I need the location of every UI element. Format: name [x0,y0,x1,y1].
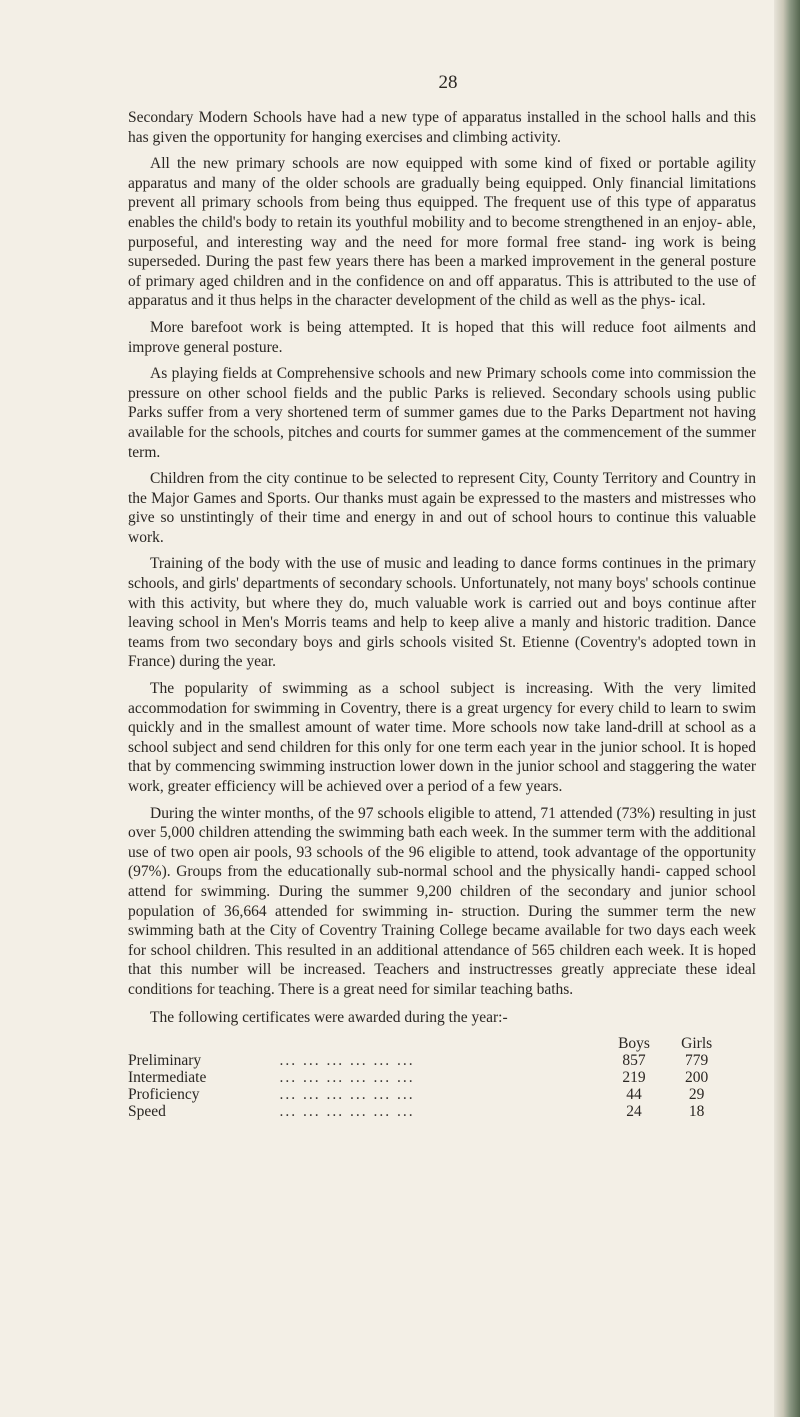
certificates-intro: The following certificates were awarded during the year:- [150,1008,508,1026]
paragraph-playing-fields: As playing fields at Comprehensive schools and new Primary schools come into commission the pressure on other school fields and the public Parks is relieved. Secondary schools using public Parks suffer from a very shortened term of summer games due to the Parks Department not having available for the schools, pitches and courts for summer games at the commencement of the summer term. [128,365,756,461]
leader-dots: ... ... ... ... ... ... [279,1069,415,1087]
certificate-label: Preliminary [128,1052,202,1070]
certificate-row-proficiency [128,1086,728,1103]
girls-count: 29 [688,1086,705,1104]
column-header-boys: Boys [618,1035,650,1053]
paragraph-apparatus-secondary: Secondary Modern Schools have had a new type of apparatus installed in the school halls and this has given the opportunity for hanging exercises and climbing activity. [128,109,756,146]
girls-count: 18 [688,1103,705,1121]
scan-edge-shadow [774,0,800,1417]
leader-dots: ... ... ... ... ... ... [279,1052,415,1070]
boys-count: 219 [622,1069,646,1087]
paragraph-swimming-popularity: The popularity of swimming as a school subject is increasing. With the very limited accommodation for swimming in Coventry, there is a great urgency for every child to learn to swim quickly and in the smallest amount of water time. More schools now take land-drill at school as a school subject and send children for this only for one term each year in the junior school. It is hoped that by commencing swimming instruction lower down in the junior school and staggering the water work, greater efficiency will be achieved over a period of a few years. [128,680,756,795]
paragraph-agility-apparatus: All the new primary schools are now equipped with some kind of fixed or portable agility apparatus and many of the older schools are gradually being equipped. Only financial limitations prevent all primary schools from being thus equipped. The frequent use of this type of apparatus enables the child's body to retain its youthful mobility and to become strengthened in an enjoy- able, purposeful, and interesting way and the need for more formal free stand- ing work is being superseded. During the past few years there has been a marked improvement in the general posture of primary aged children and in the confidence on and off apparatus. This is attributed to the use of apparatus and it thus helps in the character development of the child as well as the phys- ical. [128,155,756,310]
column-header-girls: Girls [681,1035,713,1053]
girls-count: 779 [685,1052,709,1070]
certificates-header-row [128,1035,728,1052]
certificate-row-speed [128,1103,728,1120]
leader-dots: ... ... ... ... ... ... [279,1086,415,1104]
certificates-table [128,1035,728,1120]
certificate-row-preliminary [128,1052,728,1069]
paragraph-representative-sport: Children from the city continue to be selected to represent City, County Territory and Country in the Major Games and Sports. Our thanks must again be expressed to the masters and mistresses who give so unstintingly of their time and energy in and out of school hours to continue this valuable work. [128,470,756,546]
page-number: 28 [438,72,458,93]
paragraph-swimming-attendance: During the winter months, of the 97 schools eligible to attend, 71 attended (73%) resulting in just over 5,000 children attending the swimming bath each week. In the summer term with the additional use of two open air pools, 93 schools of the 96 eligible to attend, took advantage of the opportunity (97%). Groups from the educationally sub-normal school and the physically handi- capped school attend for swimming. During the summer 9,200 children of the secondary and junior school population of 36,664 attended for swimming in- struction. During the summer term the new swimming bath at the City of Coventry Training College became available for two days each week for school children. This resulted in an additional attendance of 565 children each week. It is hoped that this number will be increased. Teachers and instructresses greatly appreciate these ideal conditions for teaching. There is a great need for similar teaching baths. [128,804,756,998]
boys-count: 24 [626,1103,642,1121]
boys-count: 857 [622,1052,646,1070]
certificate-label: Intermediate [128,1069,207,1087]
paragraph-music-dance: Training of the body with the use of music and leading to dance forms continues in the primary schools, and girls' departments of secondary schools. Unfortunately, not many boys' schools continue with this activity, but where they do, much valuable work is carried out and boys continue after leaving school in Men's Morris teams and help to keep alive a manly and historic tradition. Dance teams from two secondary boys and girls schools visited St. Etienne (Coventry's adopted town in France) during the year. [128,555,756,671]
certificate-label: Proficiency [128,1086,200,1104]
boys-count: 44 [626,1086,642,1104]
paragraph-barefoot-work: More barefoot work is being attempted. It is hoped that this will reduce foot ailments and improve general posture. [128,318,756,356]
leader-dots: ... ... ... ... ... ... [279,1103,415,1121]
document-page [128,72,756,1120]
certificate-row-intermediate [128,1069,728,1086]
girls-count: 200 [685,1069,709,1087]
certificate-label: Speed [128,1103,166,1121]
